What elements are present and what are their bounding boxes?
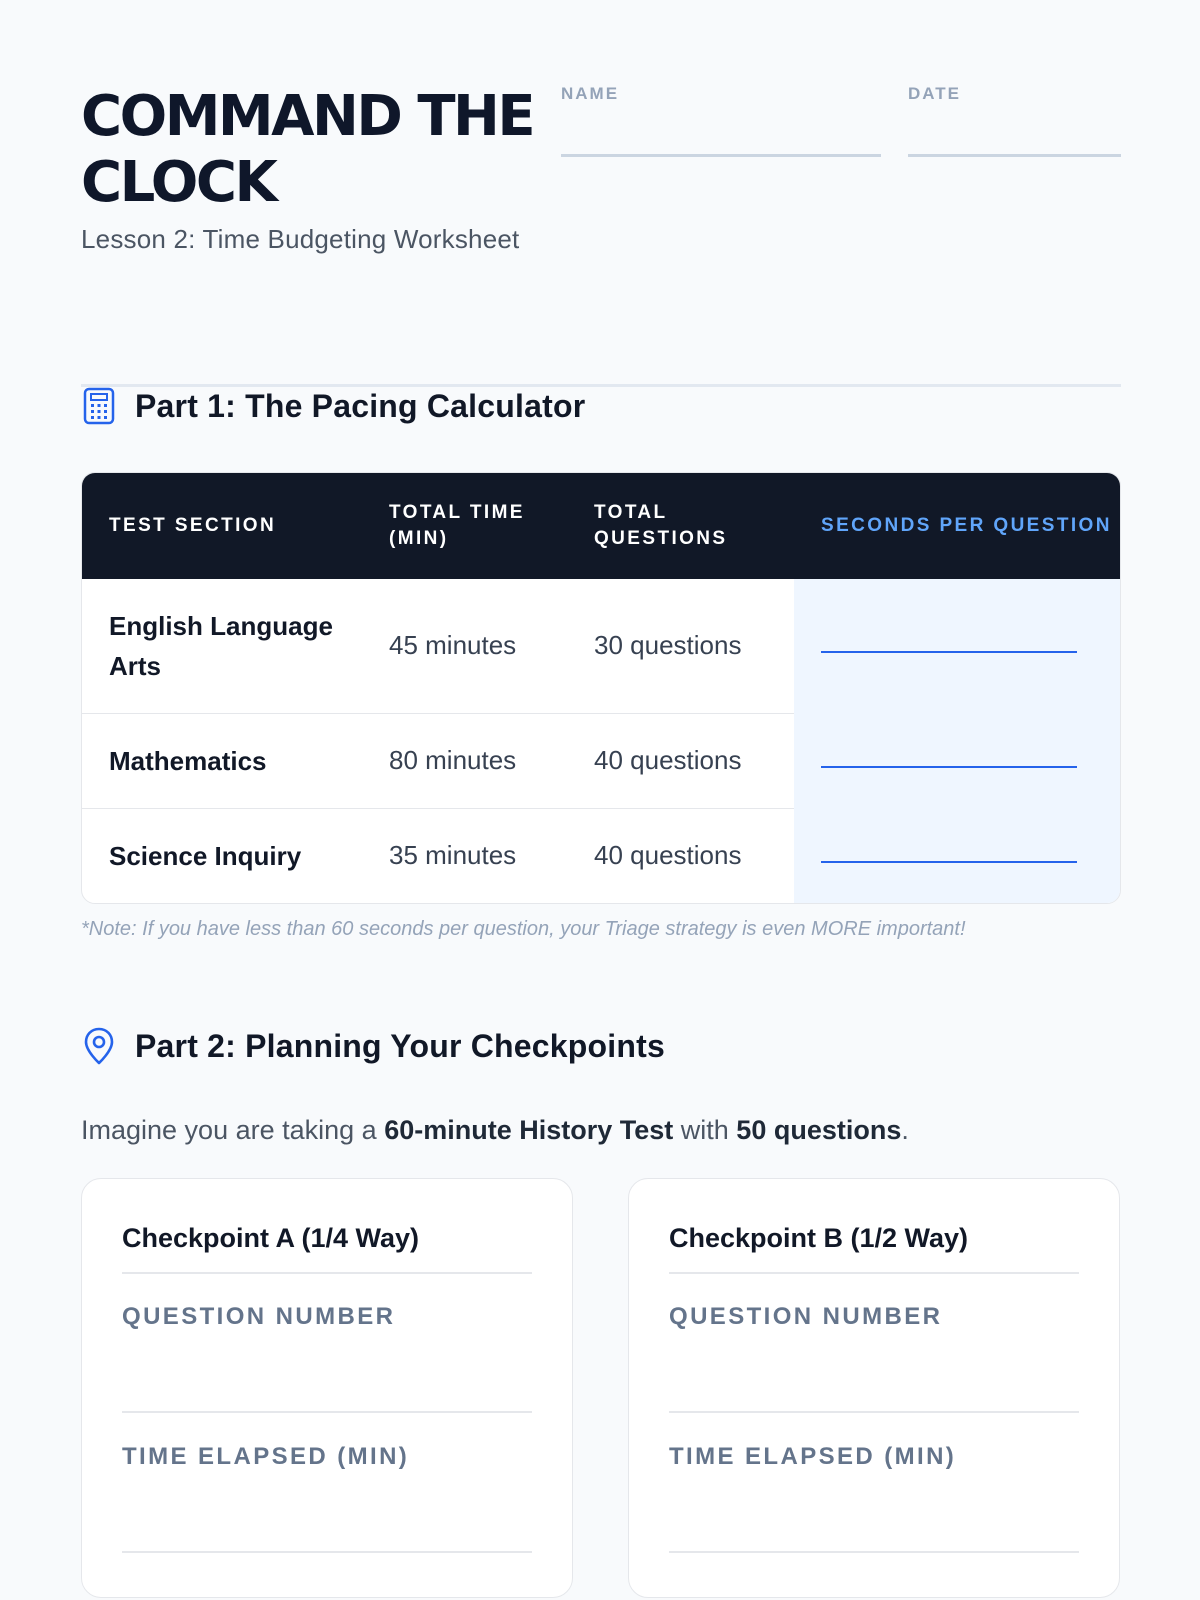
part1-heading	[81, 386, 585, 426]
worksheet-page	[81, 0, 1121, 1600]
checkpoint-card-b	[628, 1178, 1120, 1598]
scenario-test: 60-minute History Test	[384, 1115, 674, 1145]
worksheet-header	[81, 84, 1121, 304]
checkpoint-title: Checkpoint B (1/2 Way)	[669, 1223, 969, 1253]
column-header: TOTAL TIME (MIN)	[362, 473, 567, 579]
time-elapsed-field[interactable]	[122, 1551, 532, 1553]
table-row	[82, 713, 1121, 808]
seconds-per-question-field[interactable]	[794, 579, 1121, 713]
checkpoint-title: Checkpoint A (1/4 Way)	[122, 1223, 420, 1253]
question-number-label: QUESTION NUMBER	[669, 1303, 943, 1330]
divider	[122, 1272, 532, 1274]
time-elapsed-label: TIME ELAPSED (MIN)	[669, 1443, 957, 1470]
scenario-text-part: with	[673, 1115, 737, 1145]
scenario-text	[81, 1115, 909, 1146]
seconds-per-question-field[interactable]	[794, 808, 1121, 903]
pacing-table	[81, 472, 1121, 904]
date-field[interactable]	[908, 154, 1121, 157]
answer-line	[821, 861, 1077, 863]
total-questions: 40 questions	[567, 808, 794, 903]
answer-line	[821, 766, 1077, 768]
section-name: English Language Arts	[109, 610, 333, 681]
table-row	[82, 579, 1121, 713]
total-time: 45 minutes	[389, 630, 517, 661]
checkpoint-card-a	[81, 1178, 573, 1598]
part2-heading	[81, 1026, 665, 1066]
total-questions: 40 questions	[567, 713, 794, 808]
name-label: NAME	[561, 84, 620, 103]
total-time: 35 minutes	[362, 808, 567, 903]
scenario-text-part: Imagine you are taking a	[81, 1115, 385, 1145]
table-row	[82, 808, 1121, 903]
question-number-label: QUESTION NUMBER	[122, 1303, 396, 1330]
seconds-per-question-field[interactable]	[794, 713, 1121, 808]
scenario-text-part: .	[901, 1115, 909, 1145]
column-header: TEST SECTION	[82, 473, 362, 579]
time-elapsed-field[interactable]	[669, 1551, 1079, 1553]
section-name: Mathematics	[82, 713, 362, 808]
question-number-field[interactable]	[669, 1411, 1079, 1413]
table-header-row	[82, 473, 1121, 579]
column-header: SECONDS PER QUESTION	[794, 473, 1121, 579]
name-field[interactable]	[561, 154, 881, 157]
pacing-note: *Note: If you have less than 60 seconds per question, your Triage strategy is even MORE important!	[81, 918, 966, 940]
column-header: TOTAL QUESTIONS	[567, 473, 794, 579]
answer-line	[821, 651, 1077, 653]
total-time: 80 minutes	[362, 713, 567, 808]
date-label: DATE	[908, 84, 962, 103]
calculator-icon	[81, 386, 117, 426]
part2-title: Part 2: Planning Your Checkpoints	[135, 1027, 665, 1064]
part1-title: Part 1: The Pacing Calculator	[135, 387, 586, 424]
scenario-question-count: 50 questions	[736, 1115, 902, 1145]
page-subtitle: Lesson 2: Time Budgeting Worksheet	[81, 224, 520, 254]
time-elapsed-label: TIME ELAPSED (MIN)	[122, 1443, 410, 1470]
question-number-field[interactable]	[122, 1411, 532, 1413]
divider	[669, 1272, 1079, 1274]
total-questions: 30 questions	[594, 630, 742, 661]
page-title: COMMAND THE CLOCK	[81, 84, 534, 215]
map-pin-icon	[81, 1026, 117, 1066]
section-name: Science Inquiry	[82, 808, 362, 903]
